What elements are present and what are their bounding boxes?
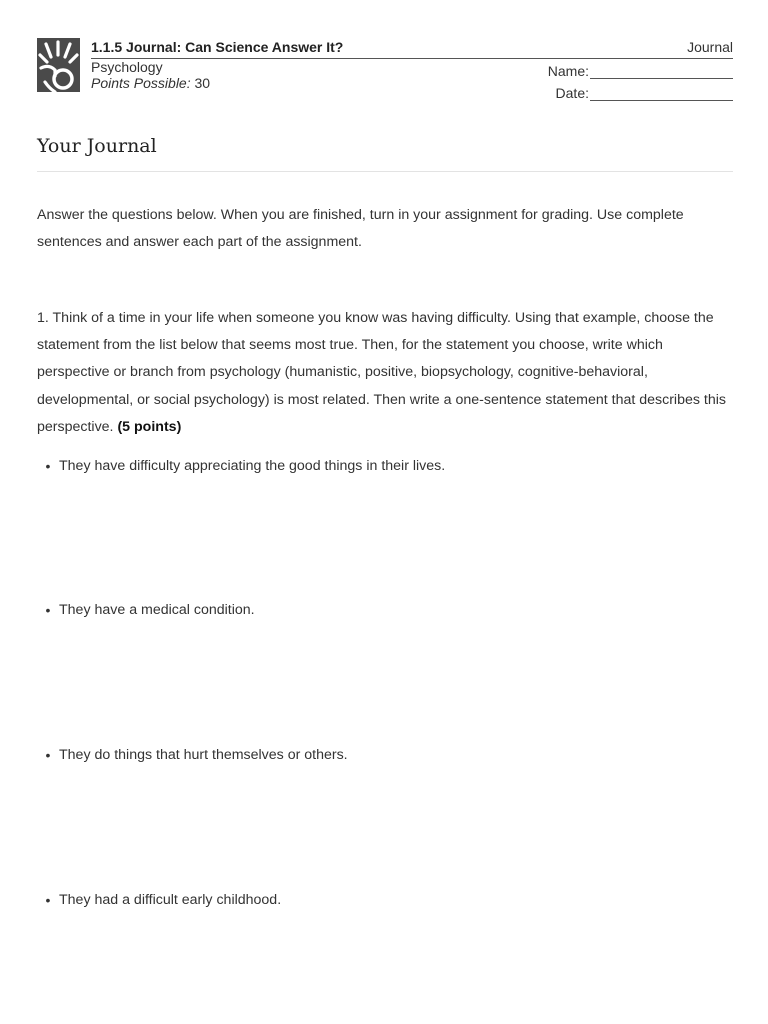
list-item (37, 456, 733, 476)
question-1-points: (5 points) (117, 418, 182, 435)
document-header (37, 38, 733, 102)
points-possible-value: 30 (194, 75, 211, 91)
instructions-paragraph: Answer the questions below. When you are finished, turn in your assignment for grading. Use complete sentences and answer each part of the assignment. (37, 207, 684, 250)
list-item (37, 600, 733, 620)
course-subject: Psychology (91, 59, 163, 75)
lightbulb-rays-icon (37, 38, 80, 92)
question-1 (37, 305, 737, 441)
section-divider (37, 171, 733, 172)
assignment-title: 1.1.5 Journal: Can Science Answer It? (91, 39, 344, 55)
header-divider (91, 58, 733, 59)
assignment-type: Journal (687, 39, 733, 55)
section-title: Your Journal (37, 135, 157, 157)
bullet-icon: • (45, 458, 51, 474)
list-item-text: They have difficulty appreciating the good things in their lives. (59, 458, 446, 474)
bullet-icon: • (45, 747, 51, 763)
question-1-text: 1. Think of a time in your life when someone you know was having difficulty. Using that example, choose the statement from the list below that seems most true. Then, for the statement you choose, write which perspective or branch from psychology (humanistic, positive, biopsychology, cognitive-behavioral, developmental, or social psychology) is most related. Then write a one-sentence statement that describes this perspective. (37, 310, 726, 435)
name-field (548, 60, 733, 79)
list-item-text: They had a difficult early childhood. (59, 892, 282, 908)
list-item-text: They have a medical condition. (59, 602, 255, 618)
points-possible (91, 75, 210, 91)
date-blank[interactable] (590, 82, 733, 101)
list-item-text: They do things that hurt themselves or others. (59, 747, 348, 763)
list-item (37, 890, 733, 910)
bullet-icon: • (45, 892, 51, 908)
list-item (37, 745, 733, 765)
points-possible-label: Points Possible: (91, 75, 191, 91)
name-blank[interactable] (590, 60, 733, 79)
date-label: Date: (555, 85, 589, 101)
name-label: Name: (547, 63, 589, 79)
date-field (556, 82, 733, 101)
bullet-icon: • (45, 602, 51, 618)
